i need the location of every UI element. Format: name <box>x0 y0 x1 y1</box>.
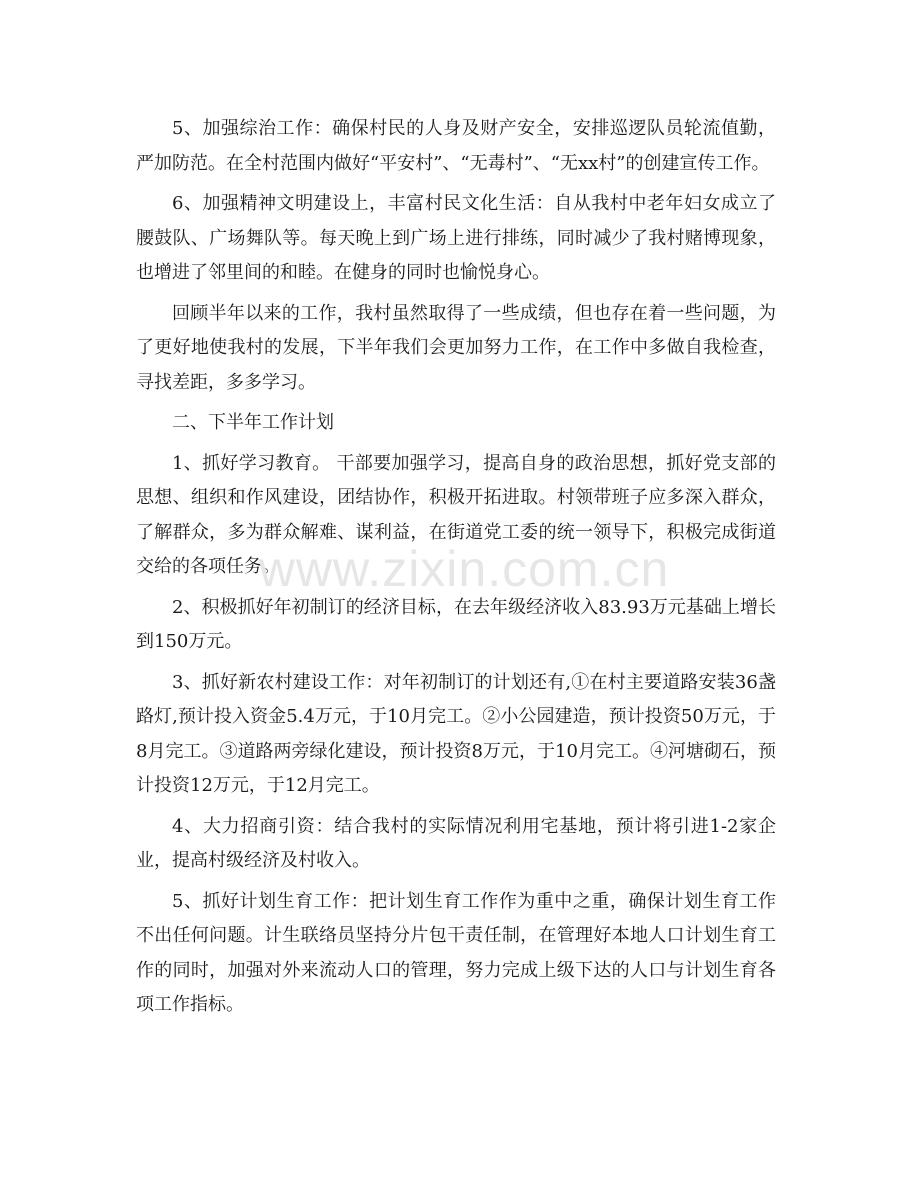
paragraph-plan-5-family-planning: 5、抓好计划生育工作：把计划生育工作作为重中之重，确保计划生育工作不出任何问题。计生联络员坚持分片包干责任制，在管理好本地人口计划生育工作的同时，加强对外来流动人口的管理，努力完成上级下达的人口与计划生育各项工作指标。 <box>136 890 776 1015</box>
section-heading-plan: 二、下半年工作计划 <box>172 412 334 433</box>
paragraph-plan-1-education: 1、抓好学习教育。 干部要加强学习，提高自身的政治思想，抓好党支部的思想、组织和作风建设，团结协作，积极开拓进取。村领带班子应多深入群众，了解群众，多为群众解难、谋利益，在街道党工委的统一领导下，积极完成街道交给的各项任务。 <box>136 452 776 577</box>
paragraph-plan-2-economy: 2、积极抓好年初制订的经济目标，在去年级经济收入83.93万元基础上增长到150万元。 <box>136 596 776 652</box>
watermark: www.zixin.com.cn <box>258 541 670 597</box>
paragraph-item-5-security: 5、加强综治工作：确保村民的人身及财产安全，安排巡逻队员轮流值勤，严加防范。在全村范围内做好“平安村”、“无毒村”、“无xx村”的创建宣传工作。 <box>136 118 776 174</box>
paragraph-plan-3-rural-construction: 3、抓好新农村建设工作：对年初制订的计划还有,①在村主要道路安装36盏路灯,预计投入资金5.4万元，于10月完工。②小公园建造，预计投资50万元，于8月完工。③道路两旁绿化建设，预计投资8万元，于10月完工。④河塘砌石，预计投资12万元，于12月完工。 <box>136 671 776 796</box>
document-body <box>136 112 776 1029</box>
paragraph-plan-4-investment: 4、大力招商引资：结合我村的实际情况利用宅基地，预计将引进1-2家企业，提高村级经济及村收入。 <box>136 815 776 871</box>
paragraph-item-6-culture: 6、加强精神文明建设上，丰富村民文化生活：自从我村中老年妇女成立了腰鼓队、广场舞队等。每天晚上到广场上进行排练，同时减少了我村赌博现象，也增进了邻里间的和睦。在健身的同时也愉悦身心。 <box>136 193 776 283</box>
paragraph-review: 回顾半年以来的工作，我村虽然取得了一些成绩，但也存在着一些问题，为了更好地使我村的发展，下半年我们会更加努力工作，在工作中多做自我检查，寻找差距，多多学习。 <box>136 302 776 393</box>
